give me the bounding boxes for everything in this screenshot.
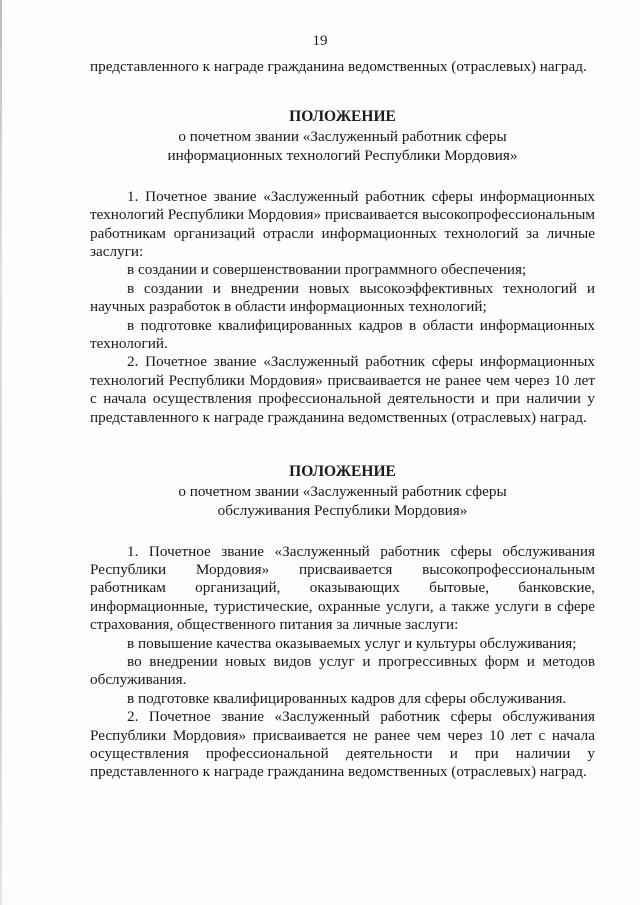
list-item: в создании и совершенствовании программного обеспечения; — [127, 261, 527, 279]
page-number: 19 — [312, 33, 328, 49]
scan-edge — [0, 0, 2, 905]
section-subtitle-line2: обслуживания Республики Мордовия» — [217, 502, 468, 519]
clause-1: 1. Почетное звание «Заслуженный работник сферы информационных технологий Республики Мордовия» присваивается высокопрофессиональным работникам организаций отрасли информационных технологий за личные заслуги: — [90, 187, 595, 261]
section-it — [90, 108, 595, 427]
section-subtitle-line2: информационных технологий Республики Мордовия» — [167, 147, 518, 165]
section-title: ПОЛОЖЕНИЕ — [289, 463, 396, 481]
section-service — [90, 463, 595, 782]
section-subtitle-line1: о почетном звании «Заслуженный работник сферы — [178, 127, 507, 145]
list-item: в подготовке квалифицированных кадров для сферы обслуживания. — [127, 689, 567, 707]
clause-2: 2. Почетное звание «Заслуженный работник сферы информационных технологий Республики Мордовия» присваивается не ранее чем через 10 лет с начала осуществления профессиональной деятельности и при наличии у представленного к награде гражданина ведомственных (отраслевых) наград. — [90, 353, 595, 426]
list-item: в подготовке квалифицированных кадров в области информационных технологий. — [90, 316, 595, 353]
intro-line: представленного к награде гражданина ведомственных (отраслевых) наград. — [90, 58, 587, 75]
document-body — [90, 58, 595, 782]
section-title: ПОЛОЖЕНИЕ — [289, 108, 396, 126]
clause-1: 1. Почетное звание «Заслуженный работник сферы обслуживания Республики Мордовия» присваивается высокопрофессиональным работникам организаций, оказывающих бытовые, банковские, информационные, туристические, охранные услуги, а также услуги в сфере страхования, общественного питания за личные заслуги: — [90, 542, 595, 634]
list-item: во внедрении новых видов услуг и прогрессивных форм и методов обслуживания. — [90, 652, 595, 689]
clause-2: 2. Почетное звание «Заслуженный работник сферы обслуживания Республики Мордовия» присваивается не ранее чем через 10 лет с начала осуществления профессиональной деятельности и при наличии у представленного к награде гражданина ведомственных (отраслевых) наград. — [90, 708, 595, 781]
list-item: в создании и внедрении новых высокоэффективных технологий и научных разработок в области информационных технологий; — [90, 279, 595, 316]
section-subtitle-line1: о почетном звании «Заслуженный работник сферы — [178, 482, 507, 500]
list-item: в повышение качества оказываемых услуг и культуры обслуживания; — [127, 634, 577, 652]
